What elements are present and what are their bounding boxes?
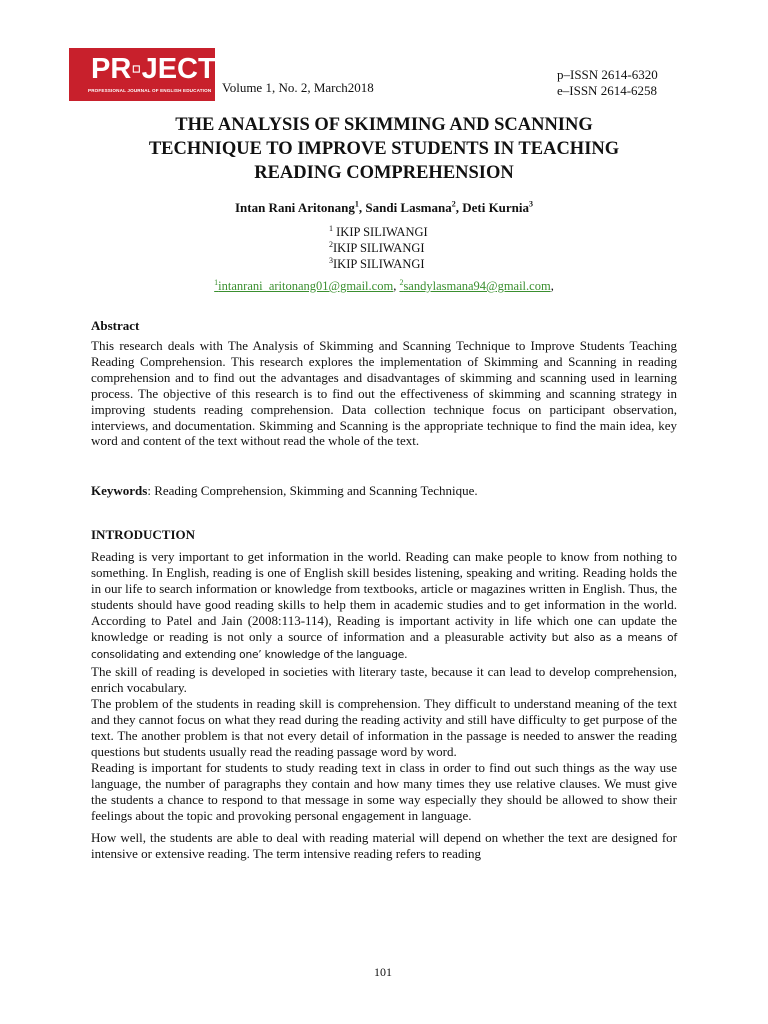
title-line-3: READING COMPREHENSION — [254, 163, 514, 183]
introduction-body — [91, 549, 677, 862]
affiliation-name: IKIP SILIWANGI — [333, 225, 428, 239]
keywords-label: Keywords — [91, 483, 148, 498]
keywords-line — [91, 483, 677, 499]
intro-paragraph-1-sans: activity but also as a means of consolidating and extending one’ knowledge of the language. — [91, 631, 677, 662]
logo-tagline: PROFESSIONAL JOURNAL OF ENGLISH EDUCATION — [88, 88, 212, 93]
author-name: Intan Rani Aritonang — [234, 200, 355, 215]
title-line-1: THE ANALYSIS OF SKIMMING AND SCANNING — [175, 115, 593, 135]
journal-logo — [69, 48, 215, 101]
author-name: Deti Kurnia — [462, 200, 530, 215]
p-issn: p–ISSN 2614-6320 — [557, 67, 658, 82]
keywords-value: : Reading Comprehension, Skimming and Scanning Technique. — [147, 483, 478, 498]
intro-paragraph-5: How well, the students are able to deal with reading material will depend on whether the text are designed for intensive or extensive reading. The term intensive reading refers to reading — [91, 830, 677, 862]
affiliation-sup: 1 — [329, 223, 333, 233]
email-sup: 2 — [399, 277, 404, 287]
abstract-text: This research deals with The Analysis of Skimming and Scanning Technique to Improve Students Teaching Reading Comprehension. This research explores the implementation of Skimming and Scanning in reading comprehension and to find out the advantages and disadvantages of skimming and scanning used in learning process. The objective of this research is to find out the effectiveness of skimming and scanning strategy in improving students reading comprehension. Data collection technique focus on participant observation, interviews, and documentation. Skimming and Scanning is the appropriate technique to find the main idea, key word and content of the text without read the whole of the text. — [91, 338, 677, 449]
affiliation-sup: 2 — [329, 239, 333, 249]
intro-paragraph-4: Reading is important for students to study reading text in class in order to find out such things as the way use language, the number of paragraphs they contain and how many times they use relative clauses. We must give the students a chance to respond to that message in some way especially they should be allowed to show their feelings about the topic and provoking personal engagement in language. — [91, 759, 677, 823]
affiliation — [329, 256, 428, 272]
author-list: Intan Rani Aritonang$^1$, Sandi Lasmana$^2$, Deti Kurnia$^3$ — [234, 199, 534, 215]
author-sup: 1 — [354, 199, 359, 209]
paper-title — [90, 113, 678, 185]
email-sup: 1 — [214, 277, 219, 287]
e-issn: e–ISSN 2614-6258 — [557, 83, 658, 98]
abstract-heading: Abstract — [91, 318, 140, 333]
introduction-heading: INTRODUCTION — [91, 527, 196, 542]
affiliation — [329, 224, 428, 240]
affiliation-name: IKIP SILIWANGI — [333, 257, 425, 271]
email-address: intanrani_aritonang01@gmail.com — [218, 279, 394, 293]
title-line-2: TECHNIQUE TO IMPROVE STUDENTS IN TEACHING — [148, 139, 620, 159]
affiliation — [329, 240, 428, 256]
logo-wordmark: PR▫JECT — [91, 53, 216, 85]
intro-paragraph-3: The problem of the students in reading skill is comprehension. They difficult to understand meaning of the text and they cannot focus on what they read during the reading activity and still have difficulty to get purpose of the text. The another problem is that not every detail of information in the passage is needed to answer the reading questions but students usually read the reading passage word by word. — [91, 696, 677, 759]
affiliation-name: IKIP SILIWANGI — [333, 241, 425, 255]
email-address: sandylasmana94@gmail.com — [403, 279, 551, 293]
page-number: 101 — [374, 965, 392, 979]
intro-paragraph-2: The skill of reading is developed in societies with literary taste, because it can lead to develop comprehension, enrich vocabulary. — [91, 664, 677, 696]
email-link-2[interactable] — [399, 279, 550, 293]
email-list: $^1$intanrani_aritonang01@gmail.com, $^2$sandylasmana94@gmail.com, — [214, 277, 554, 293]
intro-paragraph-1: Reading is very important to get information in the world. Reading can make people to know from nothing to something. In English, reading is one of English skill besides listening, speaking and writing. Reading holds the in our life to search information or knowledge from textbooks, article or magazines written in English. Thus, the students should have good reading skills to help them in academic studies and to get information in the world. According to Patel and Jain (2008:113-114), Reading is important activity in life which one can update the knowledge or reading is not only a source of information and a pleasurable — [91, 549, 677, 644]
volume-info: Volume 1, No. 2, March2018 — [222, 80, 374, 95]
issn-block — [557, 67, 658, 99]
author-name: Sandi Lasmana — [365, 200, 452, 215]
author-sup: 3 — [529, 199, 534, 209]
affiliation-list — [329, 224, 428, 272]
affiliation-sup: 3 — [329, 255, 333, 265]
email-link-1[interactable] — [214, 279, 393, 293]
author-sup: 2 — [451, 199, 456, 209]
